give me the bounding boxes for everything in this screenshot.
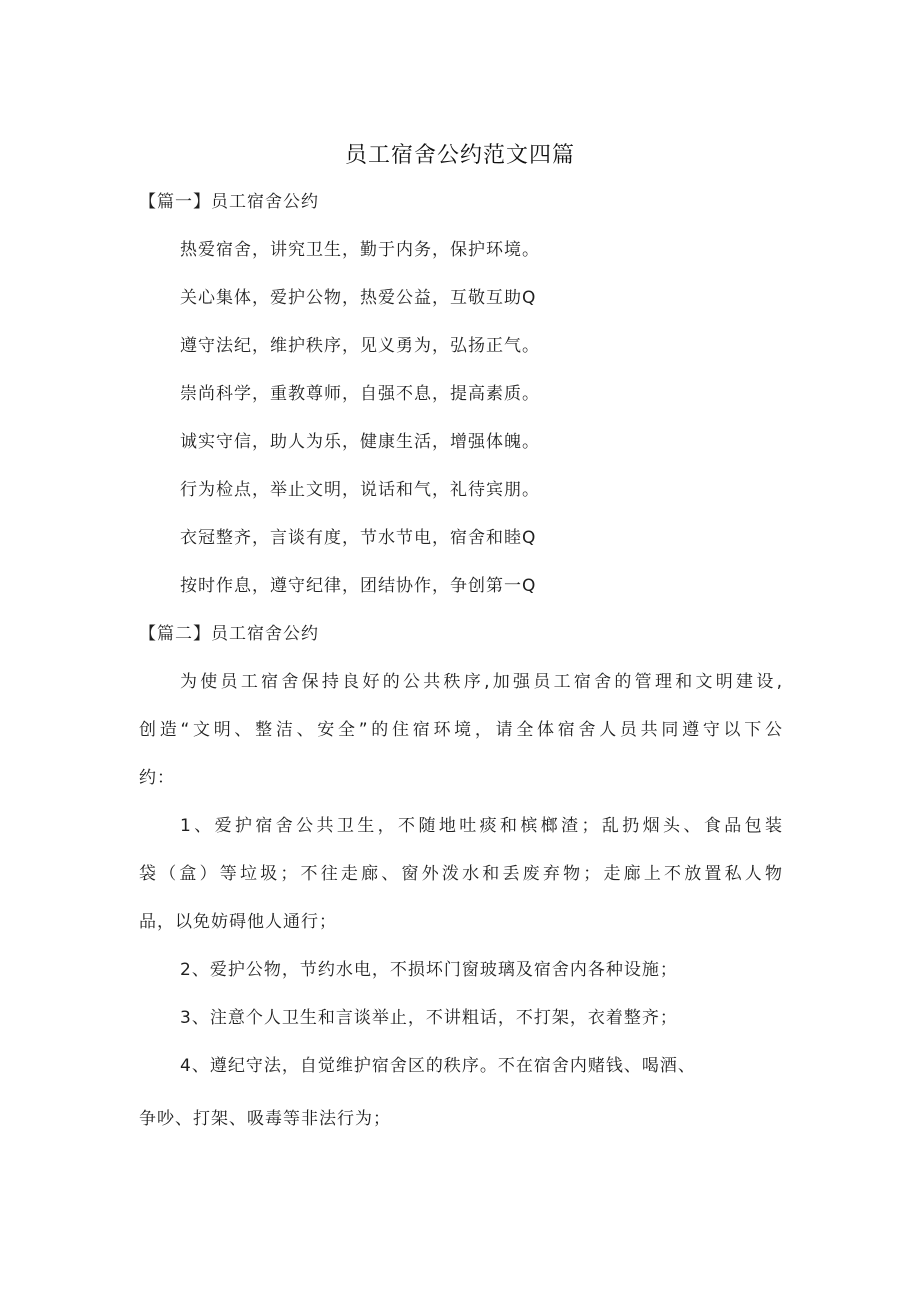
verse-line-8: 按时作息，遵守纪律，团结协作，争创第一Q [180, 576, 537, 596]
rule-1-line-3: 品，以免妨碍他人通行； [139, 912, 337, 932]
verse-line-2: 关心集体，爱护公物，热爱公益，互敬互助Q [180, 288, 537, 308]
section-heading-1: 【篇一】员工宿舍公约 [139, 192, 319, 212]
verse-line-4: 崇尚科学，重教尊师，自强不息，提高素质。 [180, 384, 540, 404]
verse-line-5: 诚实守信，助人为乐，健康生活，增强体魄。 [180, 432, 540, 452]
intro-line-2: 创造“文明、整洁、安全”的住宿环境，请全体宿舍人员共同遵守以下公 [139, 720, 783, 740]
verse-line-3: 遵守法纪，维护秩序，见义勇为，弘扬正气。 [180, 336, 540, 356]
rule-4-line-2: 争吵、打架、吸毒等非法行为； [139, 1109, 391, 1129]
intro-line-3: 约： [139, 768, 175, 788]
section-heading-2: 【篇二】员工宿舍公约 [139, 624, 319, 644]
intro-line-1: 为使员工宿舍保持良好的公共秩序,加强员工宿舍的管理和文明建设, [180, 672, 783, 692]
verse-line-1: 热爱宿舍，讲究卫生，勤于内务，保护环境。 [180, 240, 540, 260]
rule-1-line-1: 1、爱护宿舍公共卫生，不随地吐痰和槟榔渣；乱扔烟头、食品包装 [180, 816, 783, 836]
rule-4-line-1: 4、遵纪守法，自觉维护宿舍区的秩序。不在宿舍内赌钱、喝酒、 [180, 1056, 696, 1076]
document-title: 员工宿舍公约范文四篇 [344, 143, 575, 168]
rule-1-line-2: 袋（盒）等垃圾；不往走廊、窗外泼水和丢废弃物；走廊上不放置私人物 [139, 864, 783, 884]
rule-3: 3、注意个人卫生和言谈举止，不讲粗话，不打架，衣着整齐； [180, 1008, 678, 1028]
rule-2: 2、爱护公物，节约水电，不损坏门窗玻璃及宿舍内各种设施； [180, 960, 678, 980]
verse-line-6: 行为检点，举止文明，说话和气，礼待宾朋。 [180, 480, 540, 500]
verse-line-7: 衣冠整齐，言谈有度，节水节电，宿舍和睦Q [180, 528, 537, 548]
